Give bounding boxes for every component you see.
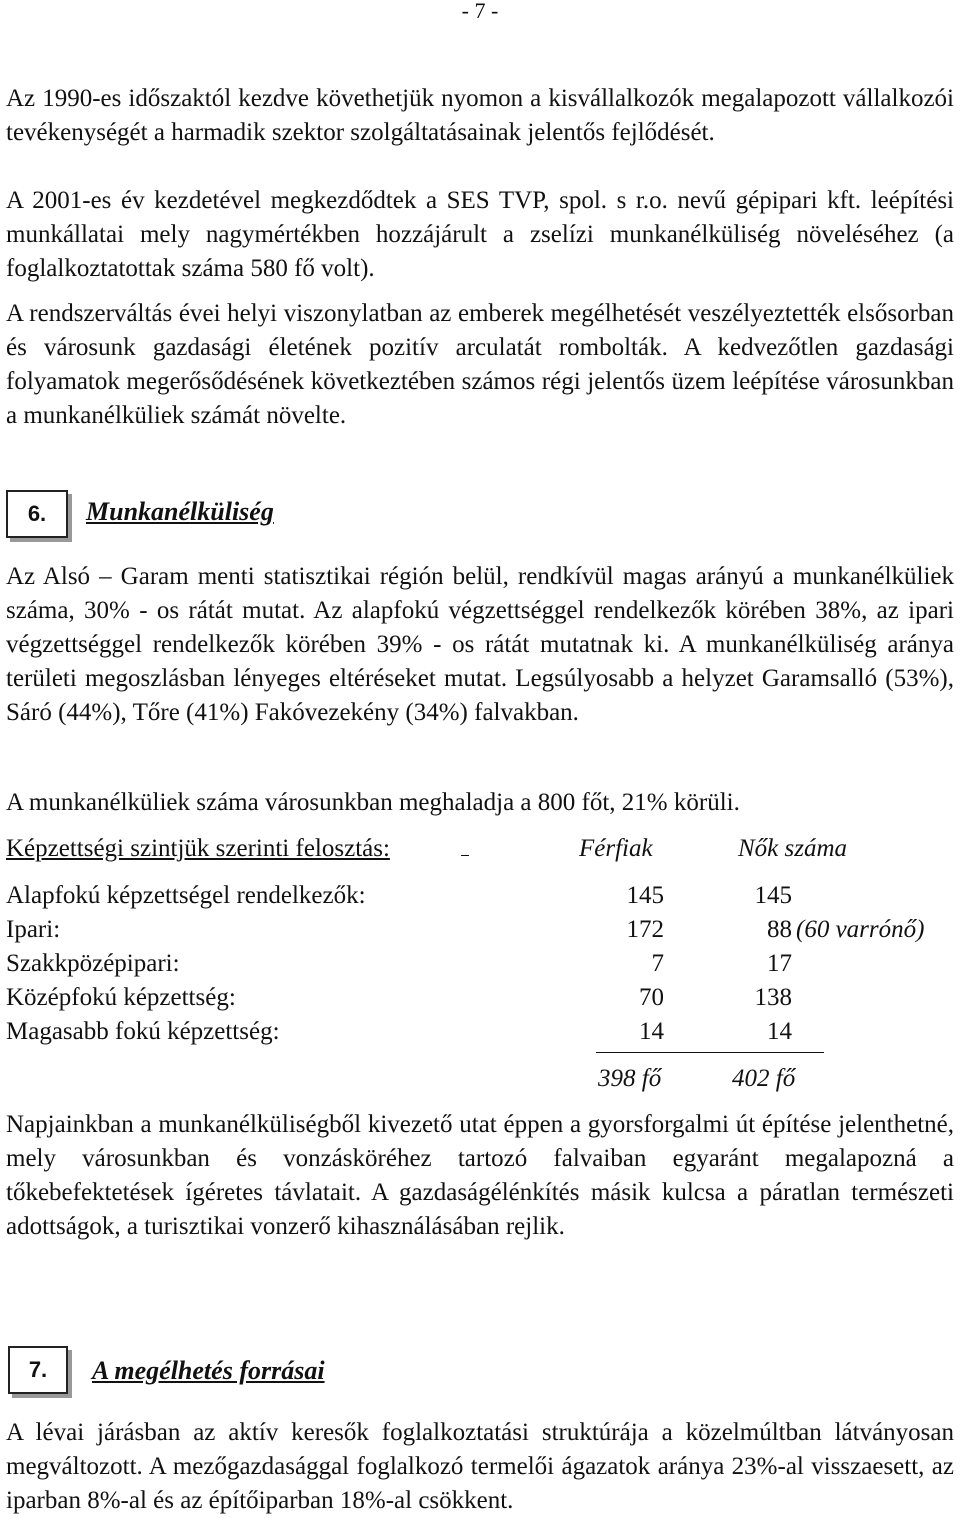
- table-header-women: Nők száma: [738, 835, 848, 862]
- row-women-count: 138: [754, 984, 792, 1011]
- table-header-men: Férfiak: [579, 835, 653, 862]
- row-men-count: 70: [639, 984, 664, 1011]
- row-label: Magasabb fokú képzettség:: [6, 1018, 280, 1045]
- section-6-paragraph-3: Napjainkban a munkanélküliségből kivezető utat éppen a gyorsforgalmi út építése jelenthetné, mely városunkban és vonzásköréhez tartozó falvaiban egyaránt megalapozná a tőkebefektetések ígéretes távlatait. A gazdaságélénkítés másik kulcsa a páratlan természeti adottságok, a turisztikai vonzerő kihasználásában rejlik.: [6, 1111, 954, 1240]
- row-men-count: 145: [626, 882, 664, 909]
- section-6-paragraph-2: A munkanélküliek száma városunkban meghaladja a 800 főt, 21% körüli.: [6, 789, 740, 816]
- intro-paragraph-1: Az 1990-es időszaktól kezdve követhetjük nyomon a kisvállalkozók megalapozott vállalkozói tevékenységét a harmadik szektor szolgáltatásainak jelentős fejlődését.: [6, 85, 954, 146]
- row-women-count: 17: [767, 950, 792, 977]
- section-7-title: A megélhetés forrásai: [92, 1356, 325, 1385]
- row-women-count: 14: [767, 1018, 792, 1045]
- intro-paragraph-2: A 2001-es év kezdetével megkezdődtek a SES TVP, spol. s r.o. nevű gépipari kft. leépítési munkállatai mely nagymértékben hozzájárult a zselízi munkanélküliség növeléséhez (a foglalkoztatottak száma 580 fő volt).: [6, 187, 954, 282]
- totals-divider: [596, 1052, 824, 1053]
- row-label: Alapfokú képzettségel rendelkezők:: [6, 882, 366, 909]
- section-7-paragraph-1: A lévai járásban az aktív keresők foglalkoztatási struktúrája a közelmúltban látványosan megváltozott. A mezőgazdasággal foglalkozó termelői ágazatok aránya 23%-al visszaesett, az iparban 8%-al és az építőiparban 18%-al csökkent.: [6, 1419, 954, 1514]
- section-6-paragraph-1: Az Alsó – Garam menti statisztikai régión belül, rendkívül magas arányú a munkanélküliek száma, 30% - os rátát mutat. Az alapfokú végzettséggel rendelkezők körében 38%, az ipari végzettséggel rendelkezők körében 39% - os rátát mutatnak ki. A munkanélküliség aránya területi megoszlásban lényeges eltéréseket mutat. Legsúlyosabb a helyzet Garamsalló (53%), Sáró (44%), Tőre (41%) Fakóvezekény (34%) falvakban.: [6, 563, 954, 726]
- row-men-count: 7: [651, 950, 664, 977]
- section-6-title: Munkanélküliség: [86, 497, 274, 526]
- row-men-count: 172: [626, 916, 664, 943]
- section-7-number-box: [8, 1346, 68, 1394]
- total-women: 402 fő: [732, 1065, 796, 1092]
- page-number: - 7 -: [461, 0, 499, 23]
- table-row: [6, 947, 956, 981]
- table-row: [6, 981, 956, 1015]
- section-7-number: 7.: [28, 1357, 48, 1382]
- row-men-count: 14: [639, 1018, 664, 1045]
- row-women-count: 145: [754, 882, 792, 909]
- section-6-number: 6.: [27, 501, 47, 526]
- section-6-number-box: [6, 490, 68, 538]
- row-label: Középfokú képzettség:: [6, 984, 236, 1011]
- table-row: [6, 913, 956, 947]
- row-note: (60 varrónő): [796, 916, 925, 943]
- row-label: Ipari:: [6, 916, 61, 943]
- table-header-label: Képzettségi szintjük szerinti felosztás:: [6, 835, 390, 862]
- table-row: [6, 1015, 956, 1049]
- total-men: 398 fő: [598, 1065, 662, 1092]
- table-header-row: [6, 832, 956, 866]
- row-women-count: 88: [767, 916, 792, 943]
- header-underline-extension: [461, 855, 469, 856]
- row-label: Szakkpözépipari:: [6, 950, 180, 977]
- table-row: [6, 879, 956, 913]
- intro-paragraph-3: A rendszerváltás évei helyi viszonylatban az emberek megélhetését veszélyeztették elsősorban és városunk gazdasági életének pozitív arculatát rombolták. A kedvezőtlen gazdasági folyamatok megerősődésének következtében számos régi jelentős üzem leépítése városunkban a munkanélküliek számát növelte.: [6, 300, 954, 429]
